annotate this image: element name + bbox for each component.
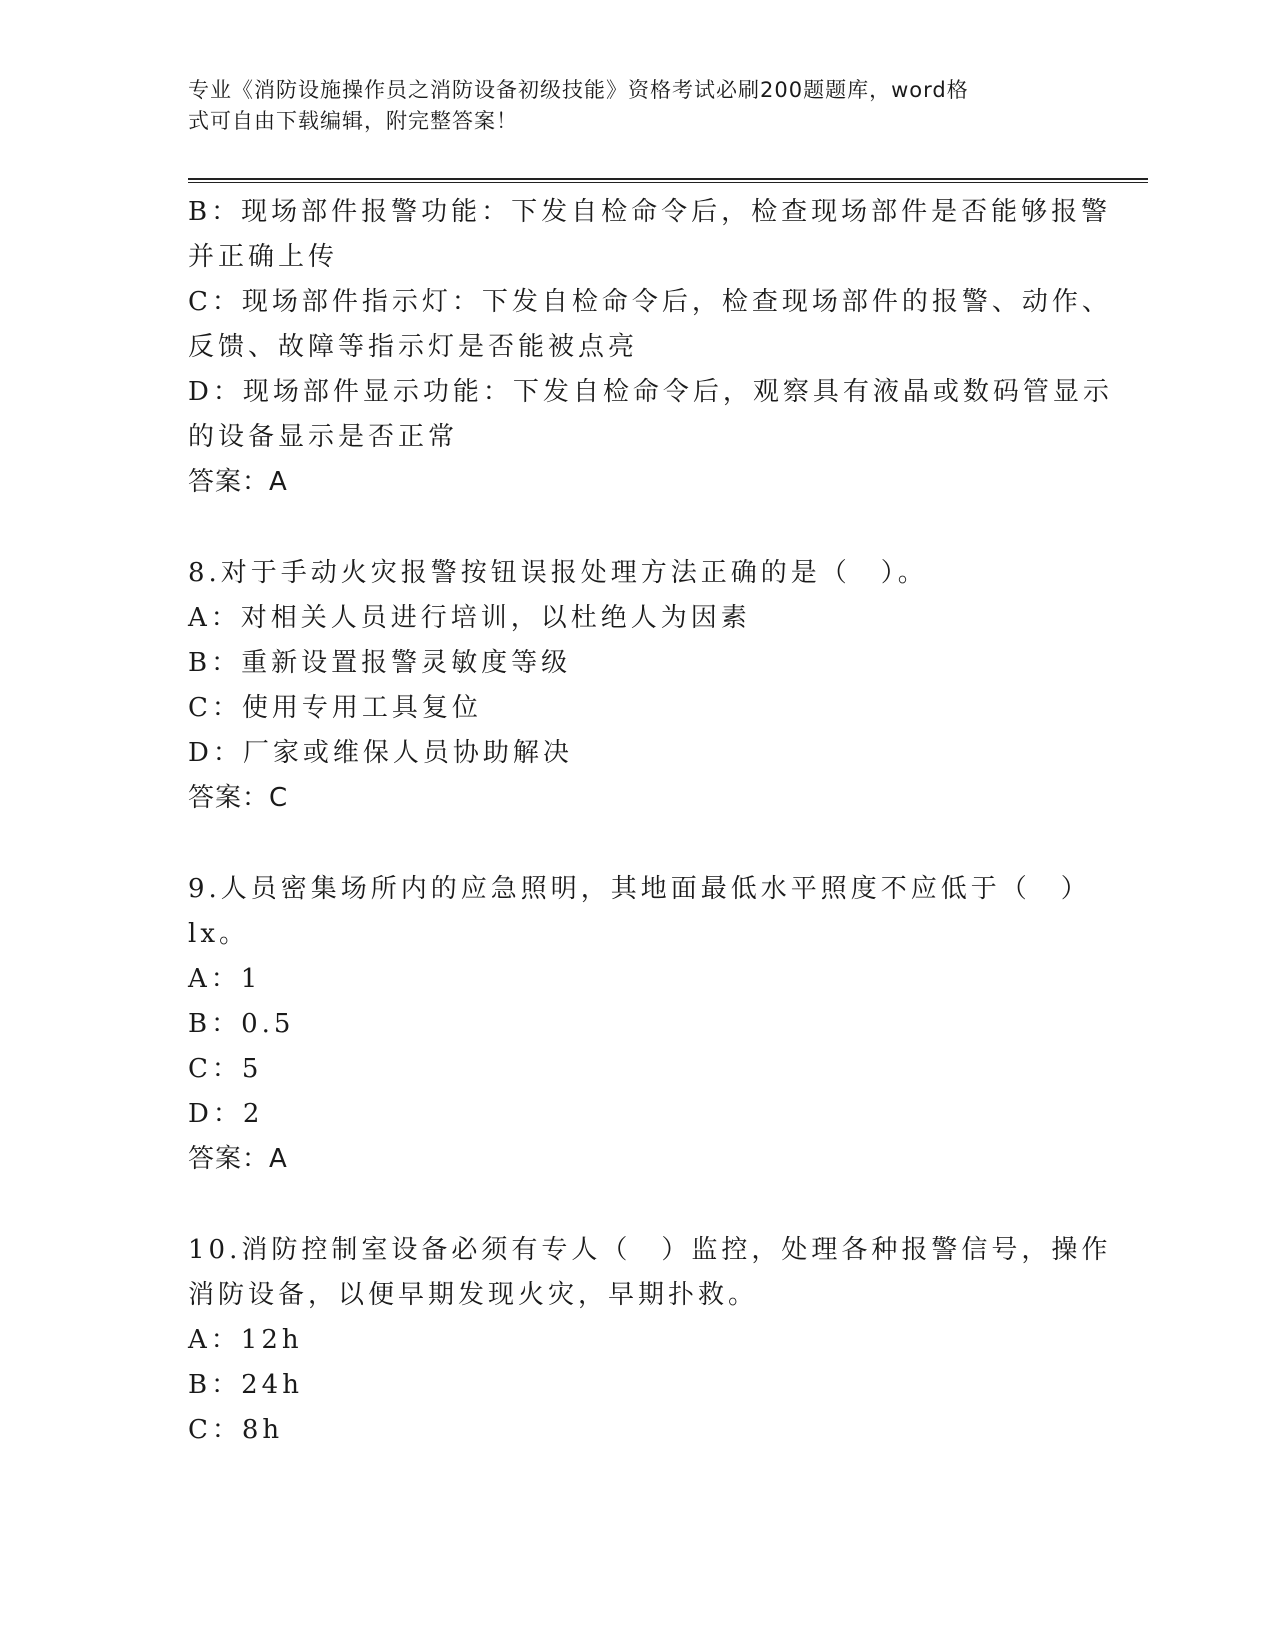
option-b-line-2: 并正确上传	[188, 242, 339, 272]
header-divider-thin	[188, 182, 1148, 183]
answer: 答案：A	[188, 1144, 288, 1174]
option-d-line-2: 的设备显示是否正常	[188, 422, 459, 452]
question-text: 8.对于手动火灾报警按钮误报处理方法正确的是（ ）。	[188, 558, 928, 588]
question-text-line-2: 消防设备，以便早期发现火灾，早期扑救。	[188, 1280, 759, 1310]
option-b: B：0.5	[188, 1009, 295, 1039]
option-c-line-1: C：现场部件指示灯：下发自检命令后，检查现场部件的报警、动作、	[188, 287, 1112, 317]
option-a: A：对相关人员进行培训，以杜绝人为因素	[188, 603, 751, 633]
option-c: C：5	[188, 1054, 263, 1084]
question-text-line-2: lx。	[188, 919, 249, 949]
option-c-line-2: 反馈、故障等指示灯是否能被点亮	[188, 332, 639, 362]
option-a: A：12h	[188, 1325, 303, 1355]
header-line-1: 专业《消防设施操作员之消防设备初级技能》资格考试必刷200题题库，word格	[188, 78, 969, 102]
question-9	[188, 867, 1091, 1182]
answer: 答案：C	[188, 783, 289, 813]
option-b-line-1: B：现场部件报警功能：下发自检命令后，检查现场部件是否能够报警	[188, 197, 1112, 227]
option-c: C：使用专用工具复位	[188, 693, 482, 723]
option-d: D：2	[188, 1099, 264, 1129]
option-c: C：8h	[188, 1415, 284, 1445]
question-text-line-1: 10.消防控制室设备必须有专人（ ）监控，处理各种报警信号，操作	[188, 1235, 1112, 1265]
option-d: D：厂家或维保人员协助解决	[188, 738, 573, 768]
header-divider-thick	[188, 178, 1148, 180]
document-body	[188, 190, 1113, 1453]
question-7	[188, 190, 1113, 505]
header-line-2: 式可自由下载编辑，附完整答案！	[188, 109, 518, 133]
option-b: B：重新设置报警灵敏度等级	[188, 648, 572, 678]
document-header	[188, 75, 1068, 137]
option-d-line-1: D：现场部件显示功能：下发自检命令后，观察具有液晶或数码管显示	[188, 377, 1113, 407]
question-8	[188, 551, 1088, 821]
question-10	[188, 1228, 1112, 1453]
option-b: B：24h	[188, 1370, 303, 1400]
question-text-line-1: 9.人员密集场所内的应急照明，其地面最低水平照度不应低于（ ）	[188, 874, 1091, 904]
option-a: A：1	[188, 964, 262, 994]
answer: 答案：A	[188, 467, 288, 497]
